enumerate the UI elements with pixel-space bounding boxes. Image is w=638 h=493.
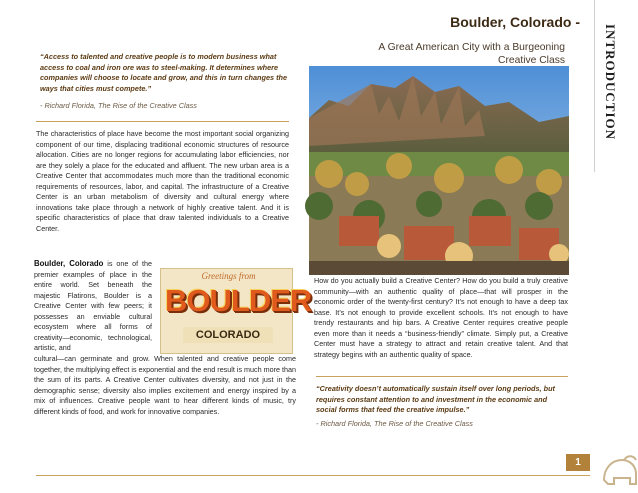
- right-paragraph: How do you actually build a Creative Center? How do you build a truly creative community—with an authentic quality of place—that will prosper in the economic order of the twenty-first century? It’s not enough to have a deep tax base. It’s not enough to provide excellent schools. It’s not enough to have trendy restaurants and hip bars. A Creative Center requires creative people even more than it needs a “business-friendly” climate. Simply put, a Creative Center must have a strategy to attract and retain creative talent. And that strategy begins with an authentic quality of space.: [314, 276, 568, 359]
- page-title: Boulder, Colorado -: [450, 14, 580, 30]
- intro-paragraph: The characteristics of place have become the most important social organizing component of our time, displacing traditional economic structures of resource allocation. Cities are no longer regions for accumulating labor efficiencies, nor are they solely a place for the educated and affluent. The new urban area is a Creative Center that accommodates much more than the traditional economic requirements of resources, labor, and capital. The infrastructure of a Creative Center is an urban metabolism of diversity and cultural energy where innovations take place through a network of highly creative talent. And it is specific characteristics of place that draw talented individuals to a Creative Center.: [36, 129, 289, 233]
- postcard-greeting: Greetings from: [201, 271, 256, 281]
- right-quote-divider: [316, 376, 568, 377]
- postcard-image: [160, 268, 312, 354]
- pull-quote-top: “Access to talented and creative people is to modern business what access to coal and iron ore was to steel-making. It determines where companies will choose to locate and grow, and this in turn changes the ways that cities must compete.”: [40, 52, 288, 93]
- bison-icon: [600, 450, 638, 490]
- pull-quote-right-attribution: - Richard Florida, The Rise of the Creative Class: [316, 419, 473, 428]
- boulder-heading: Boulder, Colorado: [34, 259, 104, 268]
- pull-quote-right: “Creativity doesn’t automatically sustain itself over long periods, but requires constant attention to and investment in the economic and social forms that feed the creative impulse.”: [316, 384, 555, 414]
- boulder-paragraph-text: is one of the premier examples of place in the entire world. Set beneath the majestic Flatirons, Boulder is a Creative Center with few peers; it possesses an enviable cultural ecosystem where all forms of creativity—economic, technological, artistic, and: [34, 259, 153, 352]
- postcard-state: COLORADO: [183, 327, 273, 343]
- section-label: INTRODUCTION: [603, 24, 618, 141]
- page-number: 1: [566, 454, 590, 471]
- boulder-photo: [309, 66, 569, 275]
- boulder-paragraph-narrow: [34, 259, 152, 354]
- footer-rule: [36, 475, 590, 476]
- pull-quote-top-attribution: - Richard Florida, The Rise of the Creative Class: [40, 101, 197, 110]
- page-subtitle: A Great American City with a Burgeoning Creative Class: [378, 42, 565, 66]
- sidebar-divider: [594, 0, 595, 172]
- postcard-city: BOULDER: [165, 283, 312, 318]
- quote-divider: [36, 121, 289, 122]
- boulder-paragraph-full: cultural—can germinate and grow. When talented and creative people come together, the multiplying effect is exponential and the end result is much more than the sum of its parts. A Creative Center cultivates diversity, and not just in the demographic sense; diversity also implies excitement and energy inspired by a mix of influences. Creative people want to hear different kinds of music, try different kinds of food, and work for innovative companies.: [34, 354, 296, 416]
